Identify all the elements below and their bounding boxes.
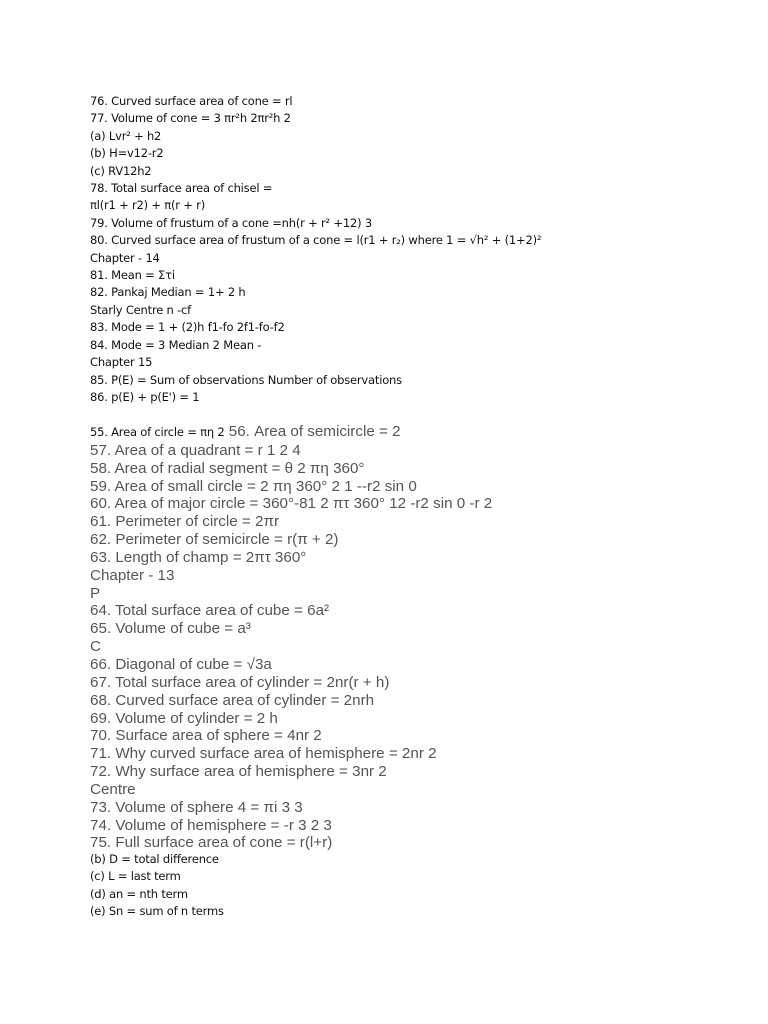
formula-fragment: 55. Area of circle = πη 2 — [90, 425, 225, 439]
formula-line: 59. Area of small circle = 2 πη 360° 2 1 --r2 sin 0 — [90, 477, 417, 495]
formula-line: 62. Perimeter of semicircle = r(π + 2) — [90, 531, 339, 549]
formula-line: 70. Surface area of sphere = 4nr 2 — [90, 727, 322, 745]
definition-line: (b) D = total difference — [90, 852, 219, 866]
section-marker: C — [90, 638, 101, 656]
definition-line: (e) Sn = sum of n terms — [90, 904, 224, 919]
formula-line: 57. Area of a quadrant = r 1 2 4 — [90, 441, 301, 459]
formula-line: 80. Curved surface area of frustum of a cone = l(r1 + r₂) where 1 = √h² + (1+2)² — [90, 233, 542, 248]
formula-line: 66. Diagonal of cube = √3a — [90, 655, 272, 673]
definition-line: (d) an = nth term — [90, 886, 188, 901]
definition-list-progression-terms — [90, 851, 750, 921]
formula-line: 67. Total surface area of cylinder = 2nr(r + h) — [90, 673, 390, 691]
definition-line: (c) L = last term — [90, 869, 181, 884]
formula-line: 75. Full surface area of cone = r(l+r) — [90, 834, 333, 852]
formula-line: 82. Pankaj Median = 1+ 2 h — [90, 285, 246, 300]
formula-line: 63. Length of champ = 2πτ 360° — [90, 548, 307, 566]
chapter-heading: Chapter - 14 — [90, 250, 160, 265]
formula-line: 64. Total surface area of cube = 6a² — [90, 602, 330, 620]
formula-fragment: 56. Area of semicircle = 2 — [224, 423, 401, 440]
formula-list-area-volume — [90, 423, 750, 852]
section-marker: Centre — [90, 780, 136, 798]
formula-line: 72. Why surface area of hemisphere = 3nr 2 — [90, 763, 387, 781]
formula-line: 73. Volume of sphere 4 = πi 3 3 — [90, 798, 303, 816]
formula-line: 58. Area of radial segment = θ 2 πη 360° — [90, 459, 365, 477]
formula-line: (c) RV12h2 — [90, 163, 152, 178]
formula-line: 85. P(E) = Sum of observations Number of observations — [90, 372, 402, 387]
chapter-heading: Chapter - 13 — [90, 566, 175, 584]
formula-line: 86. p(E) + p(E') = 1 — [90, 389, 200, 404]
formula-line: 76. Curved surface area of cone = rl — [90, 94, 293, 108]
formula-line: 69. Volume of cylinder = 2 h — [90, 709, 278, 727]
formula-line: 60. Area of major circle = 360°-81 2 πτ 360° 12 -r2 sin 0 -r 2 — [90, 495, 493, 513]
formula-line: 81. Mean = Στi — [90, 268, 175, 283]
formula-list-cone-statistics-probability — [90, 93, 750, 406]
formula-line: πl(r1 + r2) + π(r + r) — [90, 198, 205, 213]
formula-line: 61. Perimeter of circle = 2πr — [90, 513, 279, 531]
formula-line: (a) Lvr² + h2 — [90, 128, 162, 143]
formula-line: 74. Volume of hemisphere = -r 3 2 3 — [90, 816, 332, 834]
formula-line: 65. Volume of cube = a³ — [90, 620, 251, 638]
formula-line: Starly Centre n -cf — [90, 302, 192, 317]
formula-line-mixed — [90, 423, 750, 442]
chapter-heading: Chapter 15 — [90, 355, 153, 370]
formula-line: 68. Curved surface area of cylinder = 2nrh — [90, 691, 375, 709]
formula-line: 83. Mode = 1 + (2)h f1-fo 2f1-fo-f2 — [90, 320, 285, 335]
formula-line: 71. Why curved surface area of hemisphere = 2nr 2 — [90, 745, 437, 763]
formula-line: 84. Mode = 3 Median 2 Mean - — [90, 337, 262, 352]
formula-line: 77. Volume of cone = 3 πr²h 2πr²h 2 — [90, 111, 291, 126]
formula-line: (b) H=v12-r2 — [90, 146, 164, 161]
formula-line: 79. Volume of frustum of a cone =nh(r + r² +12) 3 — [90, 215, 372, 230]
formula-line: 78. Total surface area of chisel = — [90, 181, 273, 196]
section-marker: P — [90, 584, 101, 602]
